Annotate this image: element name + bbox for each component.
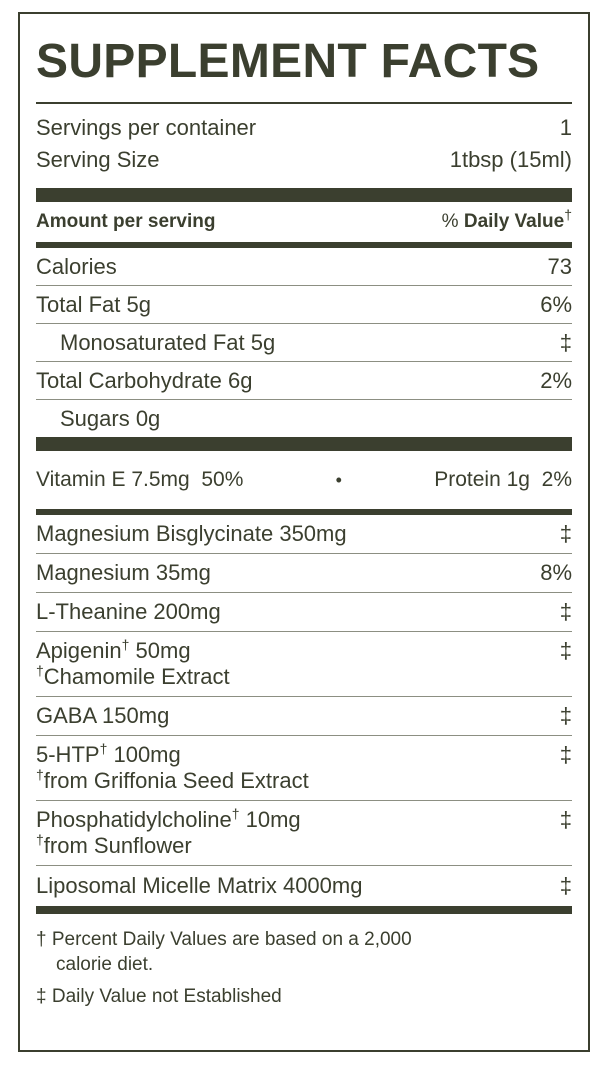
vitamin-e (36, 468, 243, 492)
vitamin-e-pct: 50% (201, 468, 244, 491)
ingredient-row (36, 697, 572, 735)
footnote-text: Daily Value not Established (51, 986, 282, 1008)
dagger-mark: † (121, 636, 130, 653)
daily-value-header (441, 206, 572, 233)
servings-value: 1 (559, 115, 572, 140)
amount-per-serving-label: Amount per serving (36, 211, 216, 232)
nutrient-label: Total Fat 5g (36, 291, 151, 317)
protein-pct: 2% (541, 468, 572, 491)
ingredient-value: 8% (540, 560, 572, 585)
ingredient-value: ‡ (559, 807, 572, 832)
footnotes (36, 914, 572, 1010)
panel-title: SUPPLEMENT FACTS (36, 35, 540, 88)
ingredient-label (36, 638, 230, 690)
nutrient-row (36, 362, 572, 399)
ingredient-label: Magnesium Bisglycinate 350mg (36, 521, 347, 546)
ingredient-source (36, 768, 309, 793)
nutrient-value: 2% (540, 367, 572, 393)
ingredient-value: ‡ (559, 638, 572, 663)
ingredient-source-text: from Sunflower (43, 833, 192, 858)
ingredient-label (36, 742, 309, 794)
ingredient-row (36, 736, 572, 800)
nutrient-row (36, 324, 572, 361)
ingredient-name: Apigenin (36, 638, 122, 663)
nutrient-label: Sugars 0g (60, 405, 161, 431)
serving-size-row (36, 144, 572, 176)
ingredient-value: ‡ (559, 521, 572, 546)
ingredient-name: Phosphatidylcholine (36, 807, 232, 832)
dagger-mark: † (36, 766, 44, 783)
ingredient-label (36, 807, 301, 859)
percent-sign: % (441, 211, 464, 232)
ingredient-amount: 100mg (107, 742, 181, 767)
ingredient-label: Liposomal Micelle Matrix 4000mg (36, 873, 363, 898)
ingredient-amount: 10mg (239, 807, 301, 832)
ingredient-value: ‡ (559, 873, 572, 898)
ingredient-row (36, 632, 572, 696)
thick-divider (36, 906, 572, 914)
protein (434, 468, 572, 492)
ingredient-source-text: from Griffonia Seed Extract (43, 768, 309, 793)
double-dagger-mark: ‡ (36, 986, 47, 1008)
ingredient-row (36, 554, 572, 592)
dagger-mark: † (231, 805, 240, 822)
vitamin-e-label: Vitamin E 7.5mg (36, 468, 190, 491)
ingredient-label: L-Theanine 200mg (36, 599, 221, 624)
daily-value-label: Daily Value (463, 211, 565, 232)
servings-label: Servings per container (36, 115, 257, 140)
serving-info (36, 104, 572, 176)
ingredient-row (36, 866, 572, 906)
nutrient-value: 73 (547, 253, 572, 279)
ingredient-row (36, 593, 572, 631)
ingredient-source (36, 833, 192, 858)
vitamins-row (36, 451, 572, 509)
footnote-dagger (36, 928, 572, 977)
thick-divider (36, 188, 572, 202)
serving-size-label: Serving Size (36, 147, 160, 172)
ingredient-value: ‡ (559, 703, 572, 728)
footnote-text: Percent Daily Values are based on a 2,000 (51, 929, 412, 950)
amount-header-row (36, 202, 572, 242)
dagger-mark: † (99, 740, 108, 757)
ingredient-name: 5-HTP (36, 742, 100, 767)
servings-per-container-row (36, 112, 572, 144)
protein-label: Protein 1g (434, 468, 530, 491)
dagger-mark: † (36, 662, 44, 679)
footnote-ddagger (36, 985, 572, 1010)
serving-size-value: 1tbsp (15ml) (449, 147, 572, 172)
nutrient-label: Total Carbohydrate 6g (36, 367, 253, 393)
nutrient-value: ‡ (559, 329, 572, 355)
ingredient-label: Magnesium 35mg (36, 560, 211, 585)
nutrient-row (36, 248, 572, 285)
nutrient-value: 6% (540, 291, 572, 317)
nutrient-row (36, 286, 572, 323)
ingredient-value: ‡ (559, 742, 572, 767)
dagger-mark: † (36, 929, 47, 950)
bullet-separator: • (335, 469, 342, 490)
ingredient-label: GABA 150mg (36, 703, 170, 728)
ingredient-row (36, 515, 572, 553)
ingredient-source-text: Chamomile Extract (43, 664, 230, 689)
footnote-text: calorie diet. (56, 953, 154, 975)
ingredient-value: ‡ (559, 599, 572, 624)
ingredient-row (36, 801, 572, 865)
nutrient-label: Calories (36, 253, 117, 279)
panel-content (36, 14, 572, 1018)
ingredient-source (36, 664, 230, 689)
supplement-facts-panel (18, 12, 590, 1052)
dagger-mark: † (36, 831, 44, 848)
thick-divider (36, 437, 572, 451)
nutrient-label: Monosaturated Fat 5g (60, 329, 276, 355)
nutrient-row (36, 400, 572, 437)
dagger-mark: † (564, 206, 572, 223)
ingredient-amount: 50mg (129, 638, 191, 663)
